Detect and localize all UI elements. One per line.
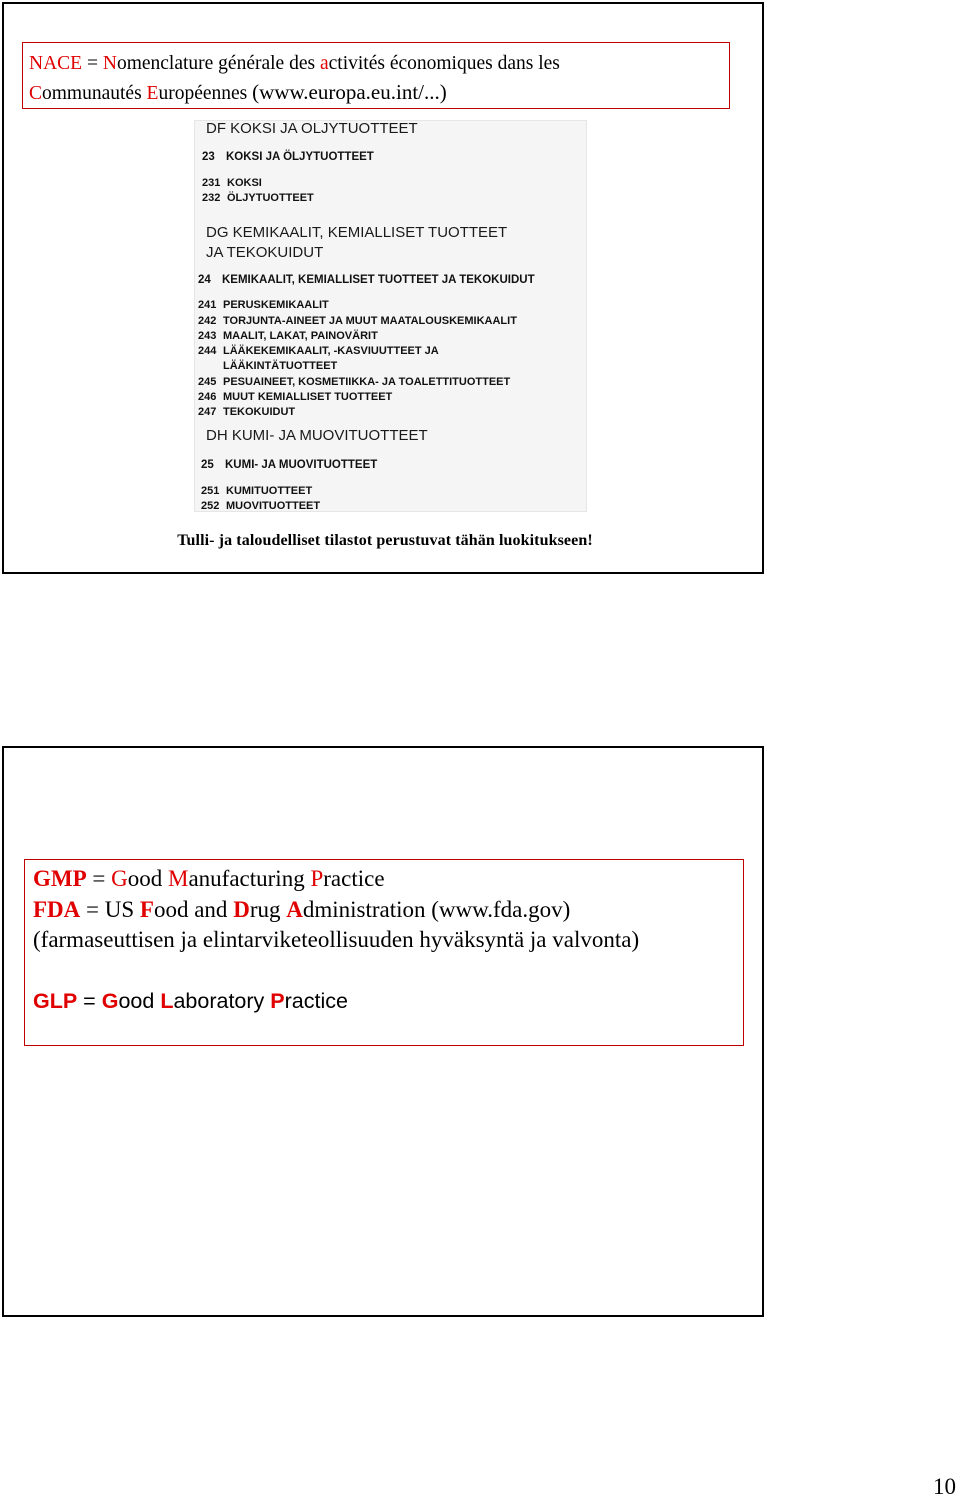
scan-row	[198, 299, 329, 311]
text-segment: dministration (www.fda.gov)	[302, 896, 571, 922]
equals: =	[82, 53, 103, 74]
letter-d: D	[233, 896, 250, 922]
scan-row	[198, 376, 510, 388]
slide-caption: Tulli- ja taloudelliset tilastot perustuvat tähän luokitukseen!	[177, 532, 593, 549]
scan-text: DF KOKSI JA OLJYTUOTTEET	[206, 120, 418, 137]
letter-a: a	[319, 53, 329, 74]
scan-text: LÄÄKINTÄTUOTTEET	[223, 360, 338, 372]
gmp-line	[33, 864, 743, 895]
scan-code: 25	[201, 459, 214, 471]
text-segment: uropéennes	[158, 83, 253, 104]
equals: =	[86, 866, 112, 891]
scan-code: 246	[198, 391, 217, 403]
scan-code: 231	[202, 177, 221, 189]
page-number: 10	[933, 1474, 956, 1499]
text-segment: ractice	[284, 988, 348, 1013]
text-segment: omenclature générale des	[116, 53, 320, 74]
scan-row	[198, 406, 295, 418]
scan-text: ÖLJYTUOTTEET	[227, 192, 314, 204]
letter-n: N	[102, 53, 117, 74]
letter-g: G	[101, 988, 119, 1013]
text-segment: ood and	[153, 896, 234, 922]
scan-row	[198, 315, 517, 327]
text-segment: ractice	[323, 866, 385, 891]
scan-text: DG KEMIKAALIT, KEMIALLISET TUOTTEET	[206, 224, 508, 241]
scan-text: PERUSKEMIKAALIT	[223, 299, 329, 311]
scan-row	[202, 192, 314, 204]
letter-f: F	[139, 896, 154, 922]
scan-text: MUOVITUOTTEET	[226, 500, 321, 512]
scan-text: TEKOKUIDUT	[223, 406, 296, 418]
spacer	[33, 956, 743, 986]
nace-abbr: NACE	[29, 53, 83, 74]
scan-text: KOKSI JA ÖLJYTUOTTEET	[226, 151, 374, 163]
letter-m: M	[168, 866, 189, 891]
slide-gmp	[2, 746, 764, 1317]
letter-g: G	[111, 866, 128, 891]
scan-text: MUUT KEMIALLISET TUOTTEET	[223, 391, 393, 403]
scan-row	[206, 244, 323, 261]
scan-code: 247	[198, 406, 217, 418]
equals: =	[77, 988, 102, 1013]
scan-text: MAALIT, LAKAT, PAINOVÄRIT	[223, 330, 378, 342]
glp-line	[33, 986, 743, 1017]
scan-row	[223, 360, 337, 372]
glp-abbr: GLP	[33, 988, 78, 1013]
scan-text: KUMITUOTTEET	[226, 485, 313, 497]
letter-c: C	[29, 83, 43, 104]
text-segment: rug	[249, 896, 287, 922]
scan-text: LÄÄKEKEMIKAALIT, -KASVIUUTTEET JA	[223, 345, 439, 357]
scan-code: 24	[198, 274, 211, 286]
scan-code: 243	[198, 330, 217, 342]
scan-code: 232	[202, 192, 221, 204]
text-segment: ood	[118, 988, 161, 1013]
text-segment: ctivités économiques dans les	[328, 53, 560, 74]
scan-text: PESUAINEET, KOSMETIIKKA- JA TOALETTITUOTTEET	[223, 376, 511, 388]
letter-p: P	[270, 988, 285, 1013]
nace-line-2	[29, 78, 729, 108]
scan-row	[198, 345, 439, 357]
scan-row	[206, 224, 507, 241]
scan-text: KEMIKAALIT, KEMIALLISET TUOTTEET JA TEKOKUIDUT	[222, 274, 535, 286]
scan-row	[201, 500, 320, 512]
nace-line-1	[29, 49, 729, 78]
letter-p: P	[310, 866, 324, 891]
equals: = US	[80, 896, 140, 922]
scan-code: 241	[198, 299, 217, 311]
letter-e: E	[146, 83, 159, 104]
scan-text: JA TEKOKUIDUT	[206, 244, 324, 261]
scan-row	[202, 151, 374, 163]
gmp-abbr: GMP	[33, 866, 87, 891]
scan-row	[206, 120, 418, 137]
scan-code: 251	[201, 485, 220, 497]
scan-row	[202, 177, 262, 189]
scan-row	[198, 391, 392, 403]
scan-code: 245	[198, 376, 217, 388]
scan-code: 242	[198, 315, 217, 327]
letter-a: A	[286, 896, 303, 922]
scan-row	[201, 459, 377, 471]
fda-abbr: FDA	[33, 896, 81, 922]
text-segment: ood	[127, 866, 169, 891]
scan-row	[201, 485, 312, 497]
gmp-definition-box	[24, 859, 744, 1046]
letter-l: L	[160, 988, 174, 1013]
scan-text: KUMI- JA MUOVITUOTTEET	[225, 459, 378, 471]
text-segment: aboratory	[173, 988, 271, 1013]
scan-code: 23	[202, 151, 215, 163]
fda-note: (farmaseuttisen ja elintarviketeollisuuden hyväksyntä ja valvonta)	[33, 927, 640, 952]
fda-line	[33, 895, 743, 926]
nace-definition-box	[22, 42, 730, 109]
scan-text: KOKSI	[227, 177, 262, 189]
scan-code: 252	[201, 500, 220, 512]
scan-text: TORJUNTA-AINEET JA MUUT MAATALOUSKEMIKAALIT	[223, 315, 517, 327]
scan-row	[198, 330, 378, 342]
europa-url: (www.europa.eu.int/...)	[252, 80, 447, 104]
scan-row	[198, 274, 535, 286]
text-segment: anufacturing	[188, 866, 311, 891]
text-segment: ommunautés	[42, 83, 147, 104]
nace-classification-scan	[194, 120, 587, 512]
slide-nace	[2, 2, 764, 574]
scan-code: 244	[198, 345, 217, 357]
scan-text: DH KUMI- JA MUOVITUOTTEET	[206, 427, 428, 444]
scan-row	[206, 427, 428, 444]
